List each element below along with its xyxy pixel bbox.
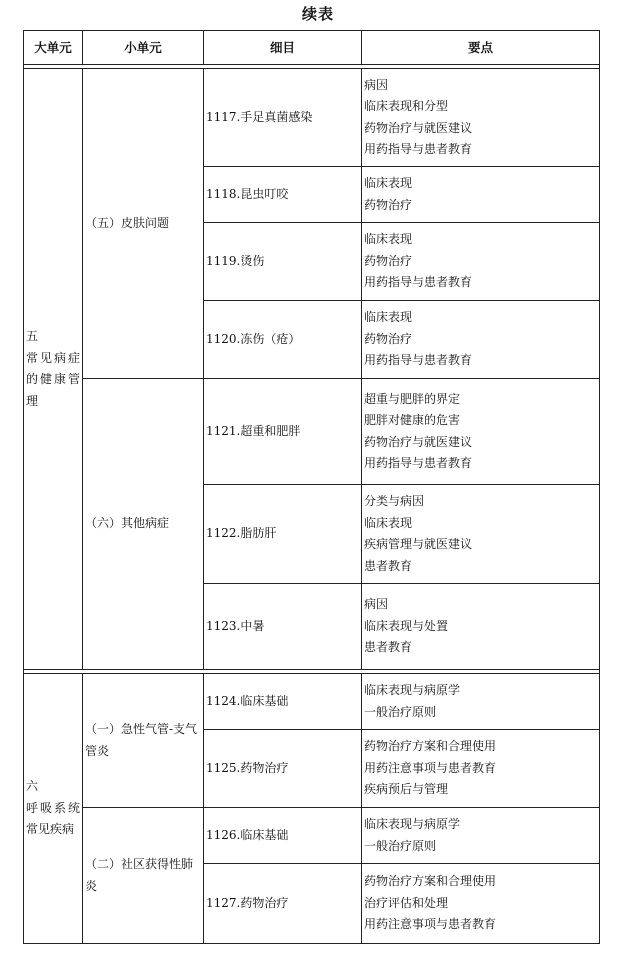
sub-unit-label: 管炎: [85, 743, 110, 758]
key-points-cell: [362, 69, 600, 167]
detail-item-cell: 1127.药物治疗: [204, 864, 362, 944]
detail-item-cell: 1122.脂肪肝: [204, 485, 362, 584]
key-points-cell: [362, 301, 600, 379]
table-row: [24, 69, 600, 167]
table-row: [24, 379, 600, 485]
key-point: 用药指导与患者教育: [364, 142, 473, 156]
detail-item-cell: 1121.超重和肥胖: [204, 379, 362, 485]
key-point: 临床表现: [364, 232, 413, 247]
header-cell: 要点: [362, 31, 600, 65]
key-points-cell: [362, 167, 600, 223]
major-unit-label: 常见病症: [26, 350, 80, 365]
major-unit-label: 五: [26, 329, 39, 343]
detail-item-cell: 1126.临床基础: [204, 808, 362, 864]
major-unit-label: 的健康管: [26, 372, 80, 386]
key-point: 用药指导与患者教育: [364, 353, 473, 368]
key-point: 临床表现与病原学: [364, 683, 461, 697]
sub-unit-cell: [83, 69, 204, 379]
major-unit-label: 理: [26, 393, 39, 408]
key-point: 药物治疗与就医建议: [364, 120, 473, 135]
key-point: 临床表现与病原学: [364, 817, 461, 831]
table-row: [24, 674, 600, 730]
key-point: 患者教育: [364, 640, 413, 655]
key-points-cell: [362, 864, 600, 944]
sub-unit-label: （二）社区获得性肺炎: [85, 857, 194, 893]
detail-item-cell: 1120.冻伤（疮）: [204, 301, 362, 379]
key-point: 临床表现与处置: [364, 618, 449, 633]
key-point: 治疗评估和处理: [364, 895, 449, 910]
page-title: 续表: [301, 5, 334, 23]
detail-item-cell: 1124.临床基础: [204, 674, 362, 730]
key-point: 病因: [364, 77, 389, 92]
sub-unit-cell: [83, 674, 204, 808]
detail-item-cell: 1119.烫伤: [204, 223, 362, 301]
key-point: 用药指导与患者教育: [364, 456, 473, 470]
key-point: 药物治疗: [364, 253, 413, 268]
key-point: 病因: [364, 597, 389, 612]
key-point: 临床表现: [364, 310, 413, 325]
key-point: 疾病预后与管理: [364, 782, 449, 797]
key-points-cell: [362, 674, 600, 730]
key-point: 超重与肥胖的界定: [364, 391, 461, 406]
key-point: 一般治疗原则: [364, 704, 437, 719]
major-unit-label: 常见疾病: [26, 822, 75, 837]
key-point: 药物治疗: [364, 197, 413, 212]
major-unit-label: 六: [26, 779, 39, 794]
key-points-cell: [362, 808, 600, 864]
sub-unit-label: （一）急性气管-支气: [85, 722, 198, 736]
major-unit-label: 呼吸系统: [26, 800, 80, 815]
key-point: 药物治疗方案和合理使用: [364, 874, 497, 889]
detail-item-cell: 1123.中暑: [204, 584, 362, 670]
header-cell: 大单元: [24, 31, 83, 65]
detail-item-cell: 1117.手足真菌感染: [204, 69, 362, 167]
sub-unit-cell: [83, 379, 204, 670]
detail-item-cell: 1118.昆虫叮咬: [204, 167, 362, 223]
major-unit-cell: [24, 674, 83, 944]
key-points-cell: [362, 223, 600, 301]
table-row: [24, 808, 600, 864]
key-point: 肥胖对健康的危害: [364, 413, 461, 427]
sub-unit-label: （五）皮肤问题: [85, 215, 170, 230]
key-points-cell: [362, 485, 600, 584]
detail-item-cell: 1125.药物治疗: [204, 730, 362, 808]
key-points-cell: [362, 379, 600, 485]
key-point: 疾病管理与就医建议: [364, 537, 473, 551]
key-point: 药物治疗方案和合理使用: [364, 739, 497, 754]
major-unit-cell: [24, 69, 83, 670]
sub-unit-cell: [83, 808, 204, 944]
header-row: [24, 31, 600, 65]
key-point: 药物治疗与就医建议: [364, 434, 473, 449]
key-point: 药物治疗: [364, 331, 413, 346]
key-point: 临床表现和分型: [364, 99, 449, 113]
key-points-cell: [362, 730, 600, 808]
header-cell: 细目: [204, 31, 362, 65]
table-body: [24, 69, 600, 944]
header-cell: 小单元: [83, 31, 204, 65]
key-point: 临床表现: [364, 515, 413, 530]
key-point: 临床表现: [364, 176, 413, 190]
syllabus-table: [23, 30, 600, 944]
sub-unit-label: （六）其他病症: [85, 516, 170, 531]
key-point: 用药注意事项与患者教育: [364, 760, 497, 775]
key-point: 一般治疗原则: [364, 838, 437, 853]
key-point: 用药注意事项与患者教育: [364, 917, 497, 932]
key-point: 用药指导与患者教育: [364, 275, 473, 290]
key-point: 分类与病因: [364, 494, 425, 508]
key-points-cell: [362, 584, 600, 670]
key-point: 患者教育: [364, 558, 413, 573]
